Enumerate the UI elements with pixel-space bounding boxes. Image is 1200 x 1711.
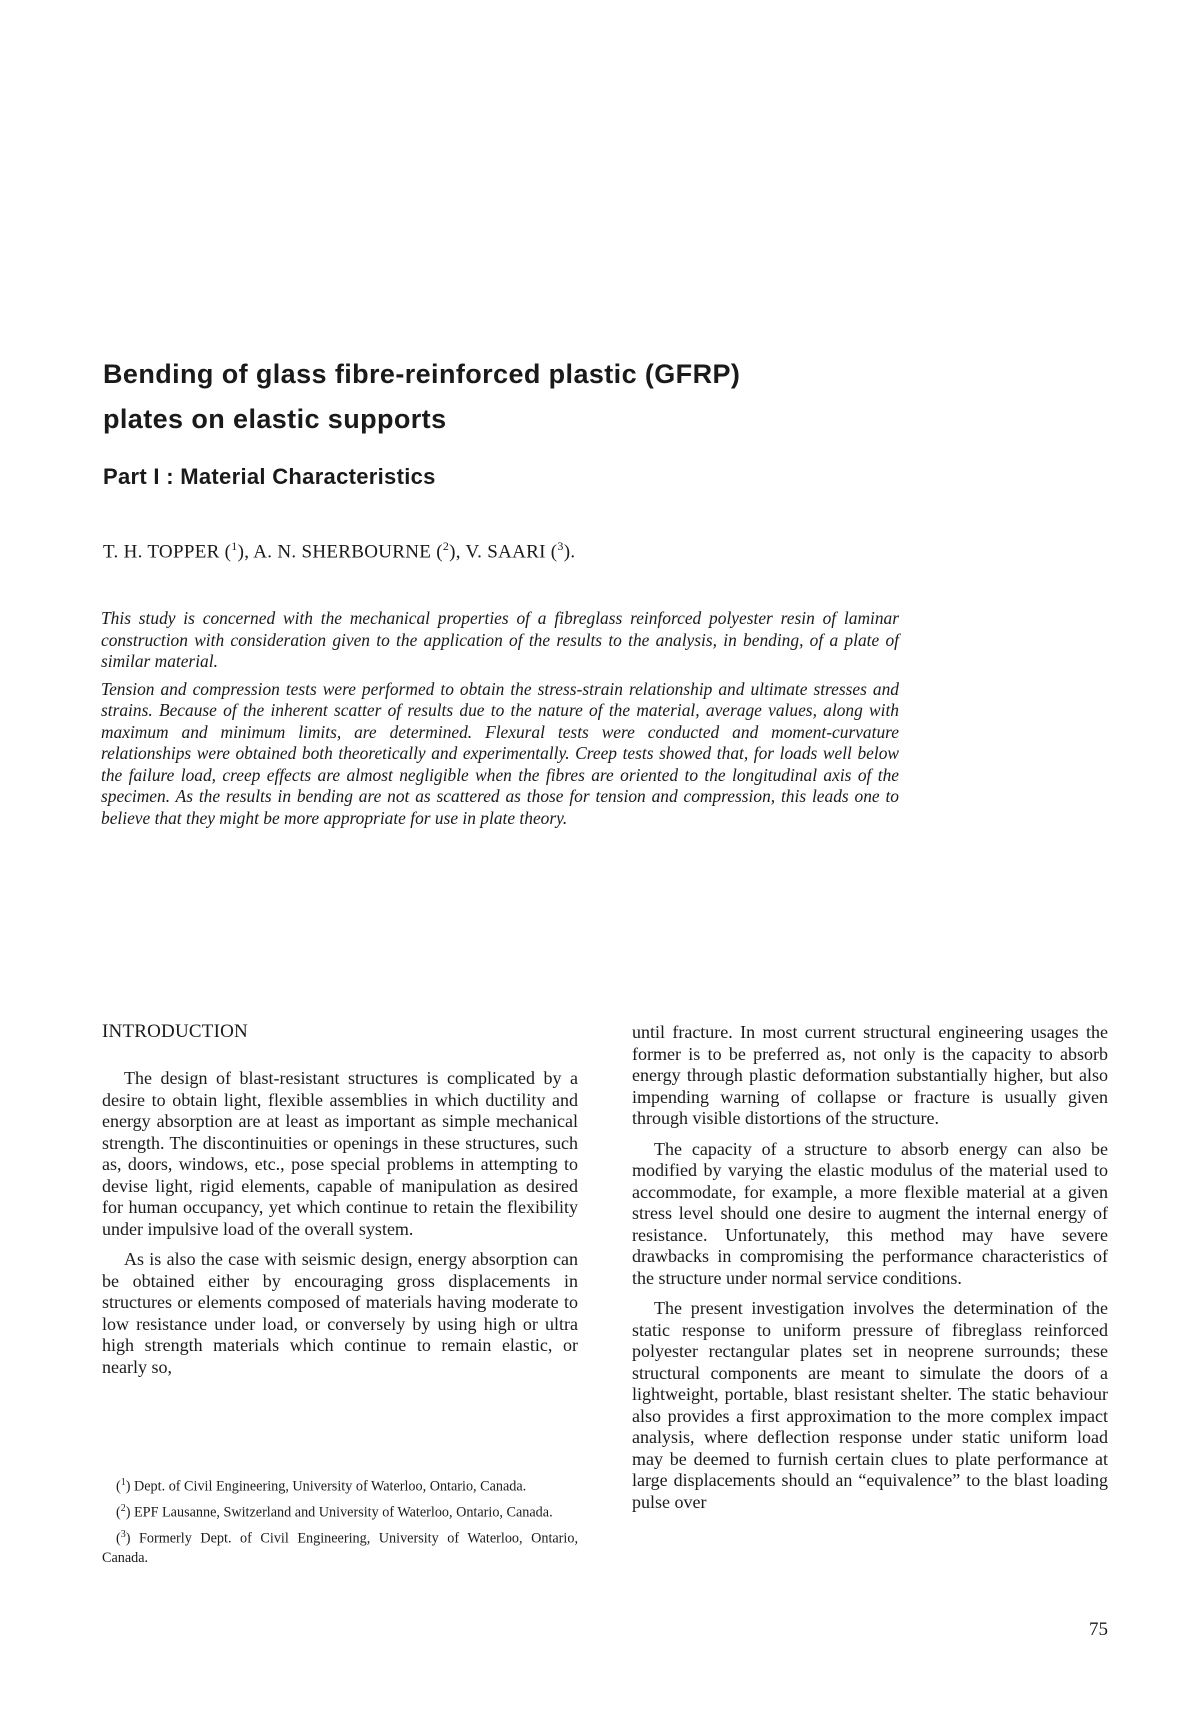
footnote-2: ($^2$) EPF Lausanne, Switzerland and University of Waterloo, Ontario, Canada. bbox=[116, 1503, 553, 1521]
footnote-3-mark: 3 bbox=[120, 1529, 126, 1541]
author-2-footnote-mark: 2 bbox=[442, 539, 450, 553]
footnote-3-text: Formerly Dept. of Civil Engineering, University of Waterloo, Ontario, Canada. bbox=[102, 1531, 578, 1566]
section-heading-introduction: INTRODUCTION bbox=[102, 1021, 248, 1042]
author-3-name: ), V. SAARI ( bbox=[449, 541, 558, 563]
page-number: 75 bbox=[1089, 1619, 1108, 1640]
left-column bbox=[102, 1020, 578, 1387]
abstract-paragraph-1: This study is concerned with the mechanical properties of a fibreglass reinforced polyester resin of laminar construction with consideration given to the application of the results to the analysis, in bending, of a plate of similar material. bbox=[101, 608, 899, 671]
body-paragraph: The present investigation involves the determination of the static response to uniform pressure of fibreglass reinforced polyester rectangular plates set in neoprene surrounds; these structural components are meant to simulate the doors of a lightweight, portable, blast resistant shelter. The static behaviour also provides a first approximation to the more complex impact analysis, where deflection response under static uniform load may be deemed to furnish certain clues to plate performance at large displacements should an “equivalence” to the blast loading pulse over bbox=[632, 1298, 1108, 1512]
right-column bbox=[632, 1022, 1108, 1522]
footnote-2-mark: 2 bbox=[120, 1503, 126, 1515]
abstract-paragraph-2: Tension and compression tests were performed to obtain the stress-strain relationship and ultimate stresses and strains. Because of the inherent scatter of results due to the nature of the material, average values, along with maximum and minimum limits, are determined. Flexural tests were conducted and moment-curvature relationships were obtained both theoretically and experimentally. Creep tests showed that, for loads well below the failure load, creep effects are almost negligible when the fibres are oriented to the longitudinal axis of the specimen. As the results in bending are not as scattered as those for tension and compression, this leads one to believe that they might be more appropriate for use in plate theory. bbox=[101, 678, 899, 828]
body-paragraph: The capacity of a structure to absorb energy can also be modified by varying the elastic modulus of the material used to accommodate, for example, a more flexible material at a given stress level should one desire to augment the internal energy of resistance. Unfortunately, this method may have severe drawbacks in compromising the performance characteristics of the structure under normal service conditions. bbox=[632, 1138, 1108, 1288]
footnote-2-text: EPF Lausanne, Switzerland and University of Waterloo, Ontario, Canada. bbox=[134, 1504, 553, 1521]
author-list bbox=[103, 533, 575, 565]
article-title-line-2: plates on elastic supports bbox=[103, 404, 447, 434]
footnote-3: ($^3$) Formerly Dept. of Civil Engineering, University of Waterloo, Ontario, Canada. bbox=[102, 1529, 578, 1566]
footnotes bbox=[102, 1474, 578, 1571]
author-list-tail: ). bbox=[563, 541, 576, 563]
body-paragraph: until fracture. In most current structural engineering usages the former is to be preferred as, not only is the capacity to absorb energy through plastic deformation substantially higher, but also impending warning of collapse or fracture is usually given through visible distortions of the structure. bbox=[632, 1022, 1108, 1128]
footnote-1: ($^1$) Dept. of Civil Engineering, University of Waterloo, Ontario, Canada. bbox=[116, 1477, 527, 1495]
body-paragraph: The design of blast-resistant structures is complicated by a desire to obtain light, flexible assemblies in which ductility and energy absorption are at least as important as simple mechanical strength. The discontinuities or openings in these structures, such as, doors, windows, etc., pose special problems in attempting to devise light, rigid elements, capable of manipulation as desired for human occupancy, yet which continue to retain the flexibility under impulsive load of the overall system. bbox=[102, 1068, 578, 1239]
author-1-name: T. H. TOPPER ( bbox=[103, 541, 232, 563]
body-paragraph: As is also the case with seismic design, energy absorption can be obtained either by encouraging gross displacements in structures or elements composed of materials having moderate to low resistance under load, or conversely by using high or ultra high strength materials which continue to remain elastic, or nearly so, bbox=[102, 1249, 578, 1377]
author-1-footnote-mark: 1 bbox=[231, 539, 238, 553]
footnote-1-mark: 1 bbox=[120, 1477, 126, 1488]
footnote-1-text: Dept. of Civil Engineering, University of Waterloo, Ontario, Canada. bbox=[134, 1478, 527, 1495]
abstract bbox=[101, 608, 899, 835]
article-title bbox=[103, 352, 1083, 442]
article-title-line-1: Bending of glass fibre-reinforced plastic (GFRP) bbox=[103, 359, 741, 389]
article-subtitle: Part I : Material Characteristics bbox=[103, 464, 436, 489]
author-3-footnote-mark: 3 bbox=[557, 539, 564, 553]
author-2-name: ), A. N. SHERBOURNE ( bbox=[237, 541, 443, 563]
